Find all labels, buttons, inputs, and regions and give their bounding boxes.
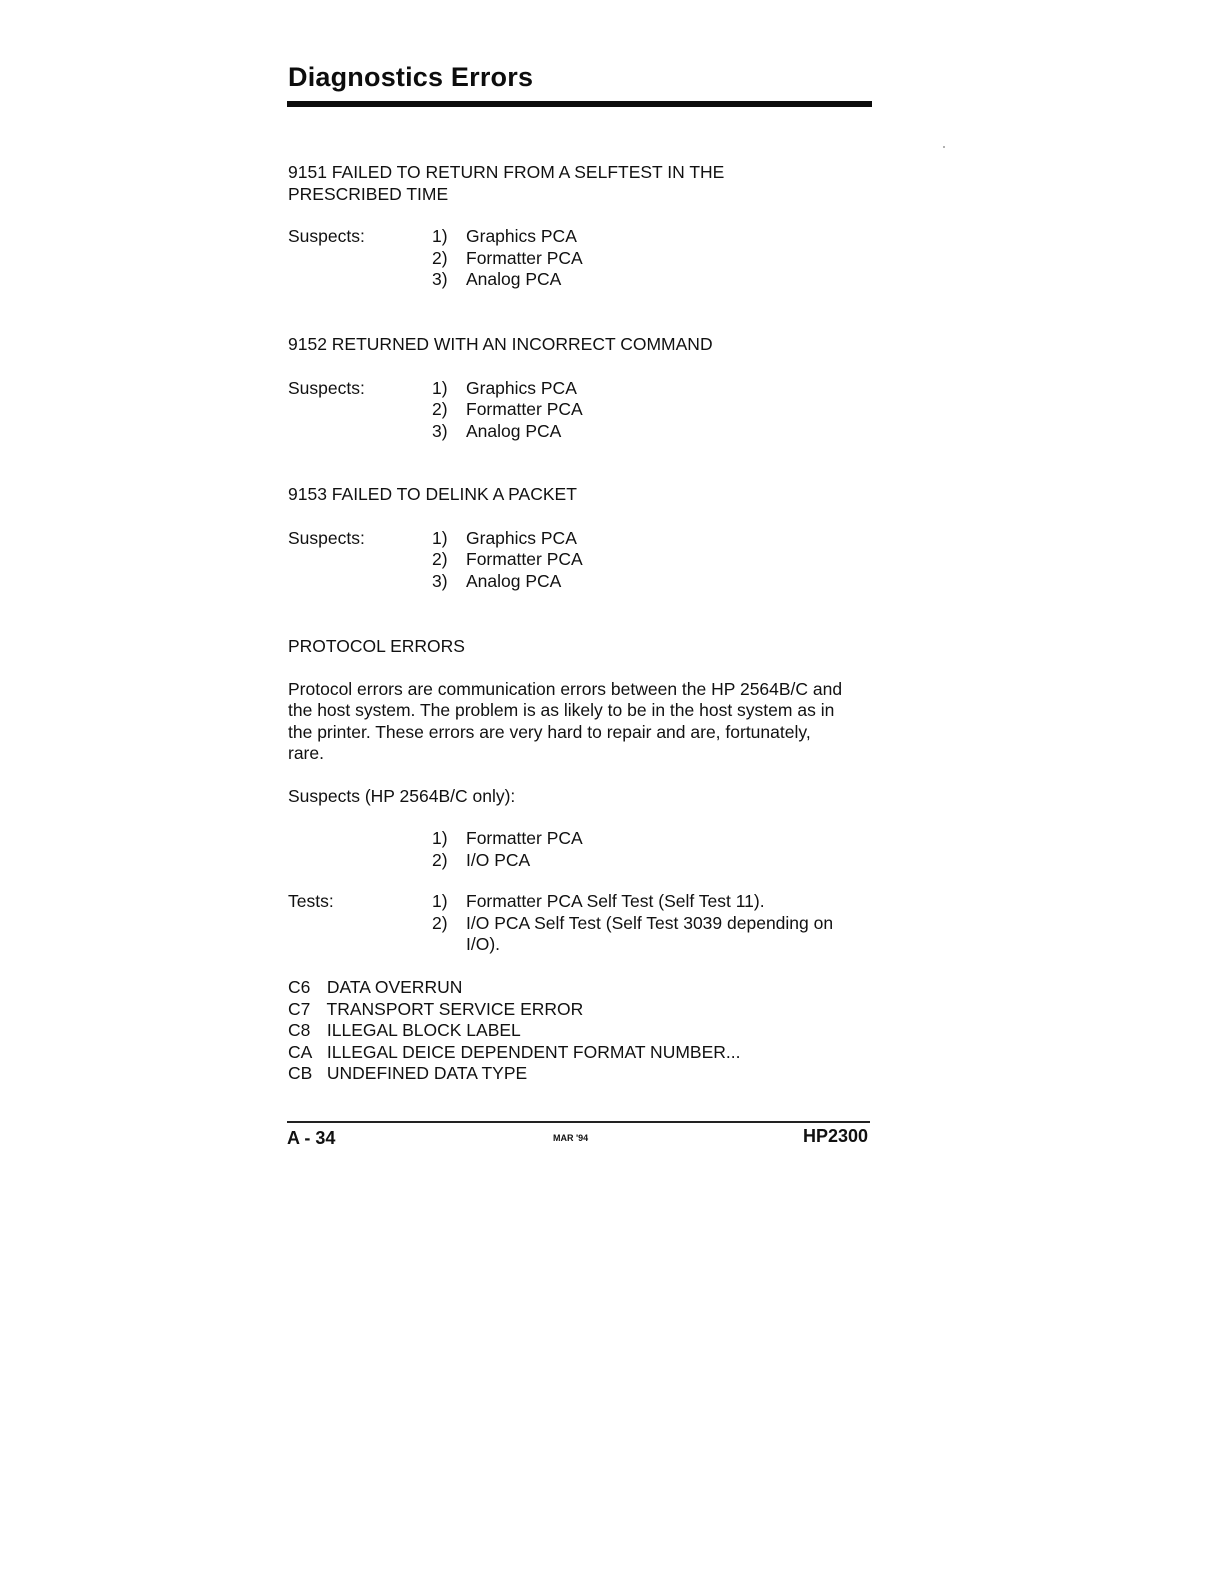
error-9152-section bbox=[288, 334, 868, 442]
error-9151-section bbox=[288, 162, 868, 291]
suspect-number: 2) bbox=[432, 549, 448, 569]
test-item bbox=[288, 913, 858, 956]
protocol-suspects-heading: Suspects (HP 2564B/C only): bbox=[288, 785, 516, 806]
error-9153-section bbox=[288, 484, 868, 592]
code-row bbox=[288, 999, 868, 1021]
error-code: C7 bbox=[288, 998, 311, 1019]
code-row bbox=[288, 1042, 868, 1064]
suspect-number: 2) bbox=[432, 849, 448, 870]
suspect-row bbox=[288, 549, 868, 571]
error-9152-heading bbox=[288, 334, 868, 356]
suspect-row bbox=[288, 528, 868, 550]
code-row bbox=[288, 1063, 868, 1085]
suspects-label: Suspects: bbox=[288, 377, 365, 398]
protocol-errors-section bbox=[288, 636, 868, 956]
suspect-row bbox=[288, 248, 868, 270]
error-code: C8 bbox=[288, 1020, 311, 1040]
suspect-row bbox=[288, 226, 868, 248]
suspect-row bbox=[288, 571, 868, 593]
page-title: Diagnostics Errors bbox=[288, 62, 534, 92]
tests-label: Tests: bbox=[288, 891, 334, 911]
suspect-number: 1) bbox=[432, 527, 448, 548]
footer-page-number: A - 34 bbox=[287, 1128, 336, 1148]
suspect-row bbox=[288, 399, 868, 421]
suspect-row bbox=[288, 378, 868, 400]
suspect-row bbox=[288, 850, 868, 872]
test-number: 1) bbox=[432, 891, 448, 911]
error-code-text: UNDEFINED DATA TYPE bbox=[326, 1063, 528, 1083]
error-heading-line: PRESCRIBED TIME bbox=[288, 183, 449, 204]
footer-rule bbox=[287, 1121, 870, 1123]
error-codes-list bbox=[288, 977, 868, 1085]
suspect-number: 3) bbox=[432, 420, 448, 441]
suspect-number: 2) bbox=[432, 399, 448, 419]
error-code-text: ILLEGAL BLOCK LABEL bbox=[326, 1020, 521, 1040]
suspect-number: 2) bbox=[432, 247, 448, 268]
scan-speck bbox=[943, 146, 945, 148]
suspects-label: Suspects: bbox=[288, 527, 365, 548]
error-9153-heading bbox=[288, 484, 868, 506]
suspect-row bbox=[288, 828, 868, 850]
test-number: 2) bbox=[432, 912, 448, 933]
suspect-text: Graphics PCA bbox=[466, 226, 577, 246]
test-item bbox=[288, 891, 868, 913]
protocol-errors-heading: PROTOCOL ERRORS bbox=[288, 636, 465, 656]
error-heading-line: 9153 FAILED TO DELINK A PACKET bbox=[288, 484, 577, 504]
paragraph-line: the host system. The problem is as likely to be in the host system as in bbox=[288, 700, 835, 720]
test-text: Formatter PCA Self Test (Self Test 11). bbox=[466, 891, 765, 911]
error-code-text: ILLEGAL DEICE DEPENDENT FORMAT NUMBER... bbox=[326, 1041, 741, 1062]
suspect-text: Formatter PCA bbox=[466, 247, 583, 268]
suspect-text: Analog PCA bbox=[466, 570, 562, 591]
error-code: C6 bbox=[288, 977, 311, 997]
suspect-text: I/O PCA bbox=[466, 849, 531, 870]
suspect-row bbox=[288, 421, 868, 443]
suspect-text: Formatter PCA bbox=[466, 828, 583, 848]
suspect-text: Formatter PCA bbox=[466, 399, 583, 419]
footer-model: HP2300 bbox=[803, 1126, 869, 1146]
error-heading-line: 9151 FAILED TO RETURN FROM A SELFTEST IN THE bbox=[288, 162, 725, 182]
protocol-errors-paragraph bbox=[288, 679, 868, 765]
code-row bbox=[288, 1020, 868, 1042]
suspect-number: 1) bbox=[432, 226, 448, 246]
suspect-number: 3) bbox=[432, 570, 448, 591]
error-code-text: DATA OVERRUN bbox=[326, 977, 463, 997]
suspect-text: Analog PCA bbox=[466, 269, 562, 289]
paragraph-line: rare. bbox=[288, 743, 324, 763]
error-code: CA bbox=[288, 1041, 313, 1062]
suspect-text: Graphics PCA bbox=[466, 527, 577, 548]
footer-date: MAR '94 bbox=[553, 1133, 589, 1143]
suspects-label: Suspects: bbox=[288, 226, 365, 246]
suspect-number: 1) bbox=[432, 828, 448, 848]
suspect-number: 3) bbox=[432, 269, 448, 289]
error-code: CB bbox=[288, 1063, 313, 1083]
suspect-text: Graphics PCA bbox=[466, 377, 577, 398]
error-code-text: TRANSPORT SERVICE ERROR bbox=[326, 998, 584, 1019]
suspect-row bbox=[288, 269, 868, 291]
suspect-text: Formatter PCA bbox=[466, 549, 583, 569]
suspect-text: Analog PCA bbox=[466, 420, 562, 441]
test-text: I/O PCA Self Test (Self Test 3039 depending on I/O). bbox=[466, 912, 834, 954]
error-heading-line: 9152 RETURNED WITH AN INCORRECT COMMAND bbox=[288, 334, 713, 354]
suspect-number: 1) bbox=[432, 377, 448, 398]
paragraph-line: the printer. These errors are very hard to repair and are, fortunately, bbox=[288, 721, 811, 742]
code-row bbox=[288, 977, 868, 999]
paragraph-line: Protocol errors are communication errors between the HP 2564B/C and bbox=[288, 678, 843, 699]
title-rule bbox=[287, 101, 872, 107]
error-9151-heading bbox=[288, 162, 868, 205]
